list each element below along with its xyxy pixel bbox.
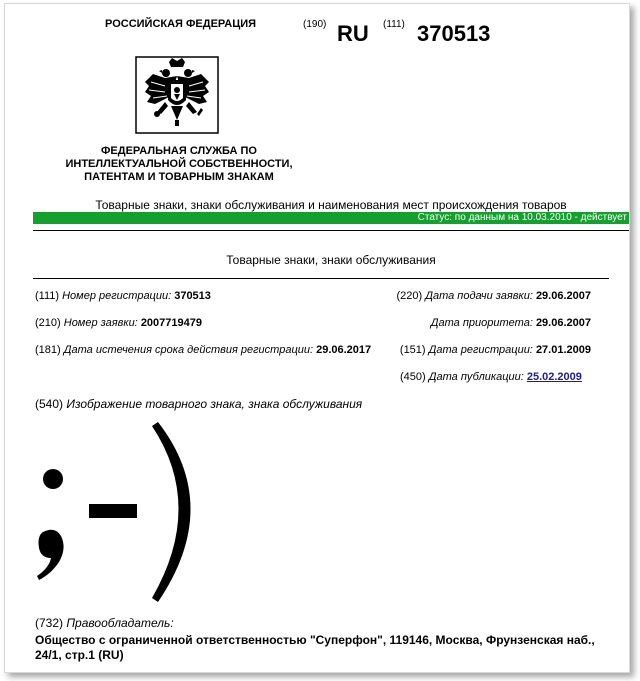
trademark-dash (89, 504, 137, 518)
field-publication-date (400, 371, 582, 383)
field-value: 29.06.2007 (535, 290, 591, 302)
field-filing-date (396, 290, 591, 302)
field-code: (111) (35, 290, 60, 302)
field-label: Правообладатель: (66, 616, 174, 630)
country-code: RU (337, 21, 369, 46)
field-label: Дата регистрации: (428, 344, 533, 356)
divider (33, 278, 609, 279)
field-priority-date (431, 317, 591, 329)
coat-of-arms-icon (135, 56, 219, 134)
code-111: (111) (383, 19, 405, 30)
field-value: 27.01.2009 (535, 344, 591, 356)
document-type: Товарные знаки, знаки обслуживания и наименования мест происхождения товаров (95, 198, 567, 212)
registration-number-header: 370513 (417, 21, 491, 46)
field-registration-date (400, 344, 591, 356)
field-label: Дата публикации: (428, 371, 524, 383)
trademark-image (27, 408, 217, 608)
owner-label (35, 616, 174, 630)
field-registration-number (35, 290, 211, 302)
patent-document-page (4, 3, 630, 673)
field-code: (210) (35, 317, 61, 329)
trademark-parenthesis (152, 422, 191, 602)
agency-name: ФЕДЕРАЛЬНАЯ СЛУЖБА ПО ИНТЕЛЛЕКТУАЛЬНОЙ СОБСТВЕННОСТИ, ПАТЕНТАМ И ТОВАРНЫМ ЗНАКАМ (65, 145, 293, 183)
field-label: Дата подачи заявки: (425, 290, 533, 302)
country-name: РОССИЙСКАЯ ФЕДЕРАЦИЯ (105, 18, 257, 30)
section-subtitle: Товарные знаки, знаки обслуживания (226, 253, 436, 267)
field-code: (450) (400, 371, 426, 383)
field-label: Изображение товарного знака, знака обслуживания (66, 397, 363, 411)
field-code: (151) (399, 344, 426, 356)
field-code: (220) (396, 290, 423, 302)
field-expiry-date (35, 344, 371, 356)
field-value: 29.06.2007 (535, 317, 591, 329)
code-190: (190) (303, 19, 327, 30)
field-value: 2007719479 (140, 317, 202, 329)
field-label: Дата приоритета: (430, 317, 533, 329)
field-code: (181) (35, 344, 61, 356)
field-application-number (35, 317, 202, 329)
field-value: 370513 (174, 290, 211, 302)
field-code: (540) (35, 397, 64, 411)
field-label: Дата истечения срока действия регистрации: (63, 344, 314, 356)
trademark-semicolon-comma (37, 530, 64, 580)
field-label: Номер регистрации: (62, 290, 172, 302)
publication-date-link[interactable]: 25.02.2009 (526, 371, 582, 383)
status-bar (33, 212, 629, 224)
trademark-semicolon-dot (43, 469, 63, 489)
owner-text: Общество с ограниченной ответственностью "Суперфон", 119146, Москва, Фрунзенская наб., 24/1, стр.1 (RU) (35, 633, 595, 662)
field-value: 29.06.2017 (316, 344, 372, 356)
field-code: (732) (35, 616, 64, 630)
field-label: Номер заявки: (63, 317, 138, 329)
status-text: Статус: по данным на 10.03.2010 - действует (417, 212, 627, 223)
divider (33, 230, 629, 231)
